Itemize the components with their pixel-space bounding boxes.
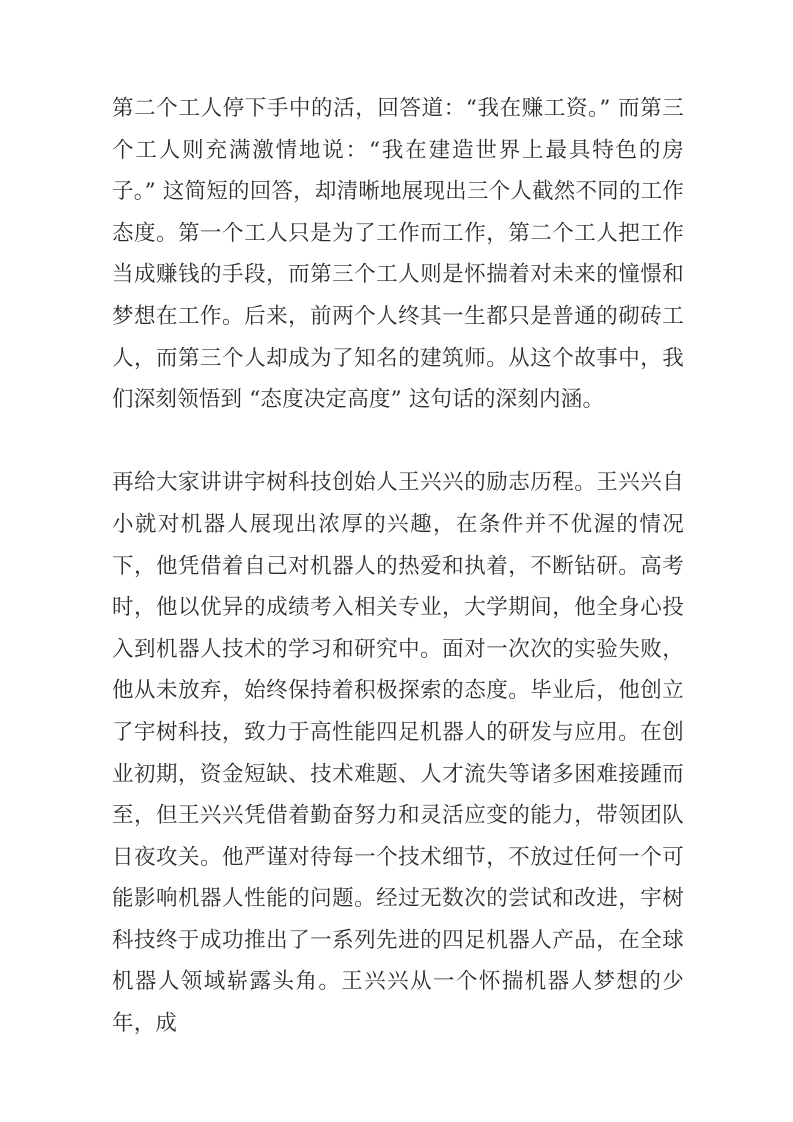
paragraph-bricklayers-story: 第二个工人停下手中的活，回答道：“我在赚工资。” 而第三个工人则充满激情地说：“我在建造世界上最具特色的房子。” 这简短的回答，却清晰地展现出三个人截然不同的工作态度。第一个工人只是为了工作而工作，第二个工人把工作当成赚钱的手段，而第三个工人则是怀揣着对未来的憧憬和梦想在工作。后来，前两个人终其一生都只是普通的砌砖工人，而第三个人却成为了知名的建筑师。从这个故事中，我们深刻领悟到 “态度决定高度” 这句话的深刻内涵。 <box>112 96 684 413</box>
document-text-body <box>112 88 684 1045</box>
paragraph-wangxingxing-story: 再给大家讲讲宇树科技创始人王兴兴的励志历程。王兴兴自小就对机器人展现出浓厚的兴趣，在条件并不优渥的情况下，他凭借着自己对机器人的热爱和执着，不断钻研。高考时，他以优异的成绩考入相关专业，大学期间，他全身心投入到机器人技术的学习和研究中。面对一次次的实验失败，他从未放弃，始终保持着积极探索的态度。毕业后，他创立了宇树科技，致力于高性能四足机器人的研发与应用。在创业初期，资金短缺、技术难题、人才流失等诸多困难接踵而至，但王兴兴凭借着勤奋努力和灵活应变的能力，带领团队日夜攻关。他严谨对待每一个技术细节，不放过任何一个可能影响机器人性能的问题。经过无数次的尝试和改进，宇树科技终于成功推出了一系列先进的四足机器人产品，在全球机器人领域崭露头角。王兴兴从一个怀揣机器人梦想的少年，成 <box>112 470 684 1037</box>
